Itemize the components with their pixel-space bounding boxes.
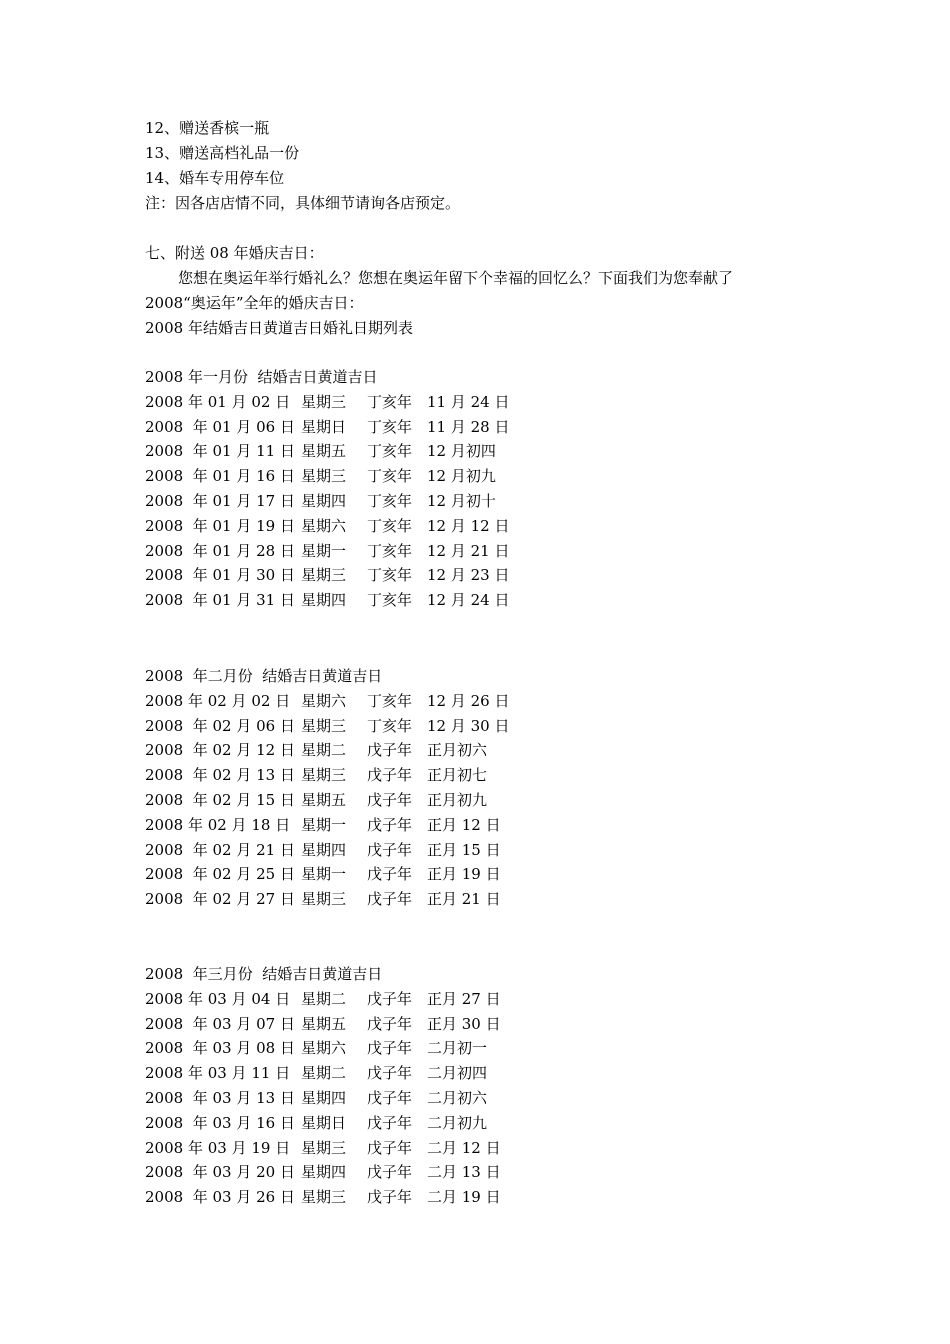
gregorian-date: 2008 年 03 月 07 日	[145, 1014, 295, 1033]
weekday: 星期六	[301, 516, 347, 535]
gregorian-date: 2008 年 01 月 02 日	[145, 392, 291, 411]
lunar-year: 戊子年	[367, 1039, 413, 1058]
lunar-year: 戊子年	[367, 1014, 413, 1033]
weekday: 星期三	[301, 1138, 347, 1157]
lunar-date: 正月 19 日	[427, 865, 501, 884]
gregorian-date: 2008 年 02 月 18 日	[145, 815, 291, 834]
gregorian-date: 2008 年 01 月 17 日	[145, 492, 295, 510]
gregorian-date: 2008 年 02 月 27 日	[145, 890, 295, 909]
lunar-year: 丁亥年	[367, 417, 413, 436]
lunar-date: 正月 15 日	[427, 840, 501, 859]
month-title: 2008 年一月份 结婚吉日黄道吉日	[145, 368, 378, 386]
lunar-year: 戊子年	[367, 1138, 413, 1157]
gregorian-date: 2008 年 03 月 08 日	[145, 1039, 295, 1058]
lunar-year: 戊子年	[367, 890, 413, 909]
lunar-date: 二月初四	[427, 1064, 488, 1083]
weekday: 星期一	[301, 815, 347, 834]
lunar-year: 戊子年	[367, 791, 413, 809]
weekday: 星期二	[301, 741, 347, 760]
lunar-year: 戊子年	[367, 815, 413, 834]
month-title: 2008 年三月份 结婚吉日黄道吉日	[145, 965, 383, 983]
weekday: 星期三	[301, 566, 347, 585]
lunar-date: 正月 12 日	[427, 815, 501, 834]
weekday: 星期三	[301, 890, 347, 909]
lunar-year: 丁亥年	[367, 442, 413, 461]
lunar-date: 二月初六	[427, 1089, 488, 1107]
weekday: 星期五	[301, 1014, 347, 1033]
gregorian-date: 2008 年 02 月 21 日	[145, 840, 295, 859]
gregorian-date: 2008 年 03 月 26 日	[145, 1188, 295, 1207]
gregorian-date: 2008 年 02 月 25 日	[145, 865, 295, 884]
lunar-year: 戊子年	[367, 1064, 413, 1083]
gregorian-date: 2008 年 02 月 13 日	[145, 766, 295, 785]
lunar-date: 12 月初十	[427, 492, 496, 510]
lunar-year: 戊子年	[367, 741, 413, 760]
gregorian-date: 2008 年 01 月 28 日	[145, 541, 295, 560]
weekday: 星期五	[301, 442, 347, 461]
lunar-date: 12 月 26 日	[427, 691, 510, 710]
weekday: 星期日	[301, 1113, 347, 1132]
lunar-date: 12 月初九	[427, 467, 496, 486]
lunar-year: 丁亥年	[367, 541, 413, 560]
weekday: 星期三	[301, 716, 347, 735]
gregorian-date: 2008 年 01 月 11 日	[145, 442, 295, 461]
lunar-date: 11 月 24 日	[427, 392, 510, 411]
gregorian-date: 2008 年 01 月 19 日	[145, 516, 295, 535]
lunar-date: 正月初九	[427, 791, 488, 809]
weekday: 星期三	[301, 1188, 347, 1207]
lunar-year: 丁亥年	[367, 392, 413, 411]
weekday: 星期日	[301, 417, 347, 436]
lunar-date: 正月初六	[427, 741, 488, 760]
gift-note: 注：因各店店情不同，具体细节请询各店预定。	[145, 194, 461, 212]
lunar-year: 丁亥年	[367, 516, 413, 535]
lunar-year: 戊子年	[367, 989, 413, 1008]
lunar-year: 丁亥年	[367, 566, 413, 585]
gregorian-date: 2008 年 02 月 02 日	[145, 691, 291, 710]
gregorian-date: 2008 年 03 月 11 日	[145, 1064, 291, 1083]
lunar-date: 12 月初四	[427, 442, 496, 461]
lunar-year: 丁亥年	[367, 716, 413, 735]
gregorian-date: 2008 年 02 月 15 日	[145, 791, 295, 809]
lunar-date: 二月初九	[427, 1113, 488, 1132]
weekday: 星期六	[301, 1039, 347, 1058]
lunar-year: 戊子年	[367, 1089, 413, 1107]
gregorian-date: 2008 年 03 月 16 日	[145, 1113, 295, 1132]
weekday: 星期二	[301, 989, 347, 1008]
lunar-year: 戊子年	[367, 840, 413, 859]
month-title: 2008 年二月份 结婚吉日黄道吉日	[145, 667, 383, 685]
section-heading: 七、附送 08 年婚庆吉日：	[145, 244, 324, 262]
lunar-date: 正月初七	[427, 766, 488, 785]
weekday: 星期六	[301, 691, 347, 710]
lunar-year: 丁亥年	[367, 591, 413, 610]
gregorian-date: 2008 年 03 月 13 日	[145, 1089, 295, 1107]
lunar-date: 12 月 30 日	[427, 716, 510, 735]
gift-item-14: 14、婚车专用停车位	[145, 169, 285, 187]
lunar-date: 二月初一	[427, 1039, 488, 1058]
lunar-date: 二月 13 日	[427, 1163, 501, 1182]
lunar-year: 戊子年	[367, 1163, 413, 1182]
gift-item-12: 12、赠送香槟一瓶	[145, 119, 270, 137]
gregorian-date: 2008 年 02 月 12 日	[145, 741, 295, 760]
gregorian-date: 2008 年 03 月 19 日	[145, 1138, 291, 1157]
weekday: 星期四	[301, 840, 347, 859]
gregorian-date: 2008 年 01 月 16 日	[145, 467, 295, 486]
weekday: 星期四	[301, 591, 347, 610]
intro-paragraph-line2: 2008“奥运年”全年的婚庆吉日：	[145, 294, 364, 312]
lunar-date: 12 月 21 日	[427, 541, 510, 560]
weekday: 星期四	[301, 1163, 347, 1182]
weekday: 星期三	[301, 392, 347, 411]
weekday: 星期五	[301, 791, 347, 809]
gregorian-date: 2008 年 03 月 20 日	[145, 1163, 295, 1182]
lunar-date: 二月 19 日	[427, 1188, 501, 1207]
gregorian-date: 2008 年 01 月 30 日	[145, 566, 295, 585]
lunar-year: 丁亥年	[367, 467, 413, 486]
lunar-year: 丁亥年	[367, 492, 413, 510]
gregorian-date: 2008 年 01 月 06 日	[145, 417, 295, 436]
weekday: 星期三	[301, 467, 347, 486]
lunar-date: 二月 12 日	[427, 1138, 501, 1157]
lunar-date: 12 月 23 日	[427, 566, 510, 585]
weekday: 星期四	[301, 492, 347, 510]
weekday: 星期一	[301, 541, 347, 560]
lunar-date: 正月 27 日	[427, 989, 501, 1008]
weekday: 星期二	[301, 1064, 347, 1083]
gregorian-date: 2008 年 03 月 04 日	[145, 989, 291, 1008]
lunar-date: 12 月 12 日	[427, 516, 510, 535]
weekday: 星期一	[301, 865, 347, 884]
lunar-year: 戊子年	[367, 766, 413, 785]
gift-item-13: 13、赠送高档礼品一份	[145, 144, 300, 162]
lunar-year: 丁亥年	[367, 691, 413, 710]
gregorian-date: 2008 年 02 月 06 日	[145, 716, 295, 735]
list-title: 2008 年结婚吉日黄道吉日婚礼日期列表	[145, 319, 413, 337]
lunar-date: 11 月 28 日	[427, 417, 510, 436]
lunar-year: 戊子年	[367, 1188, 413, 1207]
weekday: 星期四	[301, 1089, 347, 1107]
weekday: 星期三	[301, 766, 347, 785]
lunar-date: 12 月 24 日	[427, 591, 510, 610]
gregorian-date: 2008 年 01 月 31 日	[145, 591, 295, 610]
lunar-date: 正月 21 日	[427, 890, 501, 909]
lunar-year: 戊子年	[367, 1113, 413, 1132]
lunar-date: 正月 30 日	[427, 1014, 501, 1033]
intro-paragraph-line1: 您想在奥运年举行婚礼么？您想在奥运年留下个幸福的回忆么？下面我们为您奉献了	[178, 269, 734, 287]
lunar-year: 戊子年	[367, 865, 413, 884]
